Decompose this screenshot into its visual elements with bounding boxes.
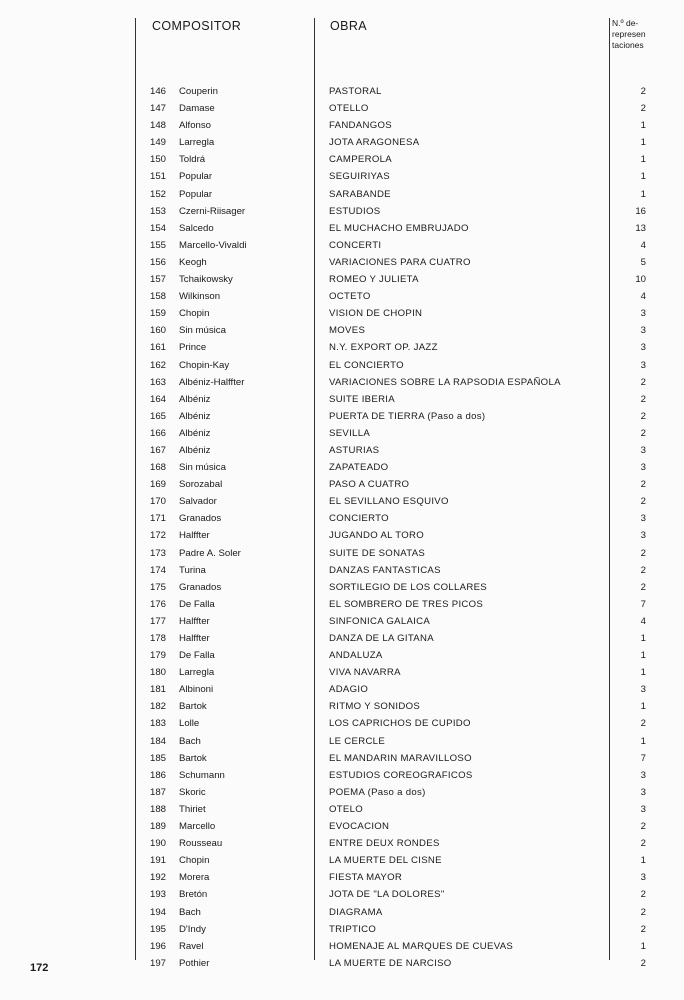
table-row: [0, 288, 684, 305]
row-number: 185: [150, 752, 167, 764]
work-title: TRIPTICO: [329, 923, 377, 935]
work-title: FANDANGOS: [329, 120, 392, 132]
table-row: [0, 596, 684, 613]
row-number: 152: [150, 188, 167, 200]
table-row: [0, 562, 684, 579]
table-row: [0, 374, 684, 391]
row-number: 177: [150, 615, 167, 627]
work-title: JOTA ARAGONESA: [329, 137, 420, 149]
work-title: SUITE DE SONATAS: [329, 547, 426, 559]
work-title: SUITE IBERIA: [329, 393, 395, 405]
composer-name: Granados: [179, 513, 222, 525]
row-number: 161: [150, 342, 167, 354]
work-title: PASO A CUATRO: [329, 479, 410, 491]
row-number: 184: [150, 735, 167, 747]
performance-count: 4: [640, 239, 646, 251]
work-title: RITMO Y SONIDOS: [329, 701, 421, 713]
composer-name: Larregla: [179, 667, 215, 679]
row-number: 153: [150, 205, 167, 217]
table-row: [0, 151, 684, 168]
work-title: EL SEVILLANO ESQUIVO: [329, 496, 449, 508]
table-row: [0, 630, 684, 647]
composer-name: Salvador: [179, 496, 217, 508]
composer-name: Wilkinson: [179, 291, 221, 303]
performance-count: 2: [640, 496, 646, 508]
performance-count: 7: [640, 752, 646, 764]
row-number: 187: [150, 786, 167, 798]
composer-name: Toldrá: [179, 154, 206, 166]
performance-count: 1: [640, 701, 646, 713]
composer-name: Halffter: [179, 633, 210, 644]
performance-count: 10: [635, 274, 646, 286]
row-number: 167: [150, 444, 167, 456]
row-number: 163: [150, 376, 167, 388]
composer-name: Albinoni: [179, 684, 214, 696]
row-number: 193: [150, 889, 167, 901]
work-title: DIAGRAMA: [329, 906, 383, 918]
row-number: 171: [150, 513, 167, 525]
performance-count: 2: [640, 410, 646, 422]
performance-count: 1: [640, 188, 646, 200]
performance-count: 3: [640, 769, 646, 781]
performance-count: 2: [640, 923, 646, 935]
table-row: [0, 835, 684, 852]
composer-name: Bartok: [179, 752, 207, 764]
composer-name: Padre A. Soler: [179, 547, 241, 559]
performance-count: 2: [640, 86, 646, 97]
composer-name: Tchaikowsky: [179, 274, 233, 286]
table-row: [0, 391, 684, 408]
composer-name: Keogh: [179, 256, 207, 268]
table-row: [0, 886, 684, 903]
composer-name: Albéniz: [179, 393, 211, 405]
composer-name: Marcello: [179, 821, 216, 833]
table-row: [0, 305, 684, 322]
performance-count: 2: [640, 957, 646, 969]
work-title: LA MUERTE DEL CISNE: [329, 855, 442, 867]
table-row: [0, 408, 684, 425]
row-number: 168: [150, 462, 167, 474]
performance-count: 7: [640, 598, 646, 610]
composer-name: Albéniz: [179, 427, 211, 439]
table-row: [0, 357, 684, 374]
row-number: 175: [150, 581, 167, 593]
table-row: [0, 254, 684, 271]
row-number: 180: [150, 667, 167, 679]
performance-count: 3: [640, 462, 646, 474]
row-number: 196: [150, 940, 167, 952]
row-number: 162: [150, 359, 167, 371]
table-row: [0, 750, 684, 767]
performance-count: 3: [640, 513, 646, 525]
table-row: [0, 545, 684, 562]
performance-count: 2: [640, 906, 646, 918]
work-title: EVOCACION: [329, 821, 390, 833]
work-title: SARABANDE: [329, 188, 391, 200]
composer-name: Damase: [179, 103, 215, 115]
row-number: 158: [150, 291, 167, 303]
work-title: ENTRE DEUX RONDES: [329, 838, 440, 850]
table-row: [0, 921, 684, 938]
composer-name: Popular: [179, 171, 213, 183]
composer-name: Albéniz-Halffter: [179, 376, 245, 388]
performance-count: 3: [640, 342, 646, 354]
composer-name: Skoric: [179, 786, 206, 798]
row-number: 165: [150, 410, 167, 422]
table-row: [0, 904, 684, 921]
row-number: 195: [150, 923, 167, 935]
work-title: ESTUDIOS COREOGRAFICOS: [329, 769, 473, 781]
table-row: [0, 271, 684, 288]
table-row: [0, 510, 684, 527]
work-title: EL CONCIERTO: [329, 359, 404, 371]
composer-name: Larregla: [179, 137, 215, 149]
table-row: [0, 476, 684, 493]
work-title: SINFONICA GALAICA: [329, 615, 431, 627]
composer-name: Sin música: [179, 325, 226, 337]
performance-count: 3: [640, 444, 646, 456]
performance-count: 2: [640, 547, 646, 559]
row-number: 173: [150, 547, 167, 559]
performance-count: 3: [640, 530, 646, 542]
performance-count: 1: [640, 137, 646, 149]
performance-count: 2: [640, 376, 646, 388]
performance-count: 2: [640, 479, 646, 491]
table-row: [0, 83, 684, 100]
table-row: [0, 168, 684, 185]
performance-count: 2: [640, 427, 646, 439]
performance-count: 3: [640, 786, 646, 798]
performance-count: 1: [640, 633, 646, 644]
composer-name: Ravel: [179, 940, 204, 952]
table-row: [0, 203, 684, 220]
table-row: [0, 322, 684, 339]
performance-count: 3: [640, 359, 646, 371]
performance-count: 1: [640, 120, 646, 132]
table-row: [0, 459, 684, 476]
composer-name: Marcello-Vivaldi: [179, 239, 247, 251]
composer-name: Thiriet: [179, 803, 206, 815]
row-number: 172: [150, 530, 167, 542]
row-number: 189: [150, 821, 167, 833]
work-title: CAMPEROLA: [329, 154, 392, 166]
work-title: LOS CAPRICHOS DE CUPIDO: [329, 718, 471, 730]
row-number: 192: [150, 872, 167, 884]
table-row: [0, 220, 684, 237]
row-number: 146: [150, 86, 167, 97]
composer-name: Czerni-Riisager: [179, 205, 246, 217]
table-row: [0, 579, 684, 596]
row-number: 156: [150, 256, 167, 268]
table-row: [0, 237, 684, 254]
work-title: VARIACIONES SOBRE LA RAPSODIA ESPAÑOLA: [329, 376, 561, 388]
composer-name: Bretón: [179, 889, 208, 901]
row-number: 148: [150, 120, 167, 132]
performance-count: 4: [640, 615, 646, 627]
composer-name: Chopin: [179, 308, 210, 320]
work-title: CONCERTI: [329, 239, 382, 251]
work-title: SEVILLA: [329, 427, 371, 439]
table-row: [0, 100, 684, 117]
work-title: N.Y. EXPORT OP. JAZZ: [329, 342, 438, 354]
table-row: [0, 117, 684, 134]
composer-name: Albéniz: [179, 444, 211, 456]
composer-name: Sin música: [179, 462, 226, 474]
table-row: [0, 681, 684, 698]
header-count-line-3: taciones: [612, 40, 644, 50]
header-composer: COMPOSITOR: [152, 19, 242, 33]
header-count-line-1: N.º de-: [612, 18, 639, 28]
row-number: 160: [150, 325, 167, 337]
composer-name: Prince: [179, 342, 207, 354]
table-row: [0, 715, 684, 732]
table-row: [0, 869, 684, 886]
row-number: 169: [150, 479, 167, 491]
performance-count: 3: [640, 325, 646, 337]
row-number: 194: [150, 906, 167, 918]
row-number: 150: [150, 154, 167, 166]
header-count: [612, 18, 672, 51]
row-number: 182: [150, 701, 167, 713]
composer-name: Bartok: [179, 701, 207, 713]
table-row: [0, 852, 684, 869]
composer-name: Turina: [179, 564, 206, 576]
work-title: POEMA (Paso a dos): [329, 786, 426, 798]
work-title: HOMENAJE AL MARQUES DE CUEVAS: [329, 940, 514, 952]
composer-name: Albéniz: [179, 410, 211, 422]
composer-name: Popular: [179, 188, 213, 200]
performance-table: [0, 83, 684, 972]
row-number: 164: [150, 393, 167, 405]
table-row: [0, 613, 684, 630]
work-title: EL MUCHACHO EMBRUJADO: [329, 222, 469, 234]
performance-count: 16: [635, 205, 646, 217]
performance-count: 3: [640, 684, 646, 696]
work-title: ZAPATEADO: [329, 462, 389, 474]
work-title: ESTUDIOS: [329, 205, 381, 217]
header-work: OBRA: [330, 19, 368, 33]
performance-count: 2: [640, 581, 646, 593]
composer-name: Lolle: [179, 718, 200, 730]
page-number: 172: [30, 962, 49, 974]
performance-count: 5: [640, 256, 646, 268]
row-number: 149: [150, 137, 167, 149]
composer-name: D'Indy: [179, 923, 206, 935]
composer-name: Granados: [179, 581, 222, 593]
work-title: JUGANDO AL TORO: [329, 530, 424, 542]
row-number: 170: [150, 496, 167, 508]
row-number: 190: [150, 838, 167, 850]
composer-name: Couperin: [179, 86, 218, 97]
table-row: [0, 493, 684, 510]
row-number: 197: [150, 957, 167, 969]
table-row: [0, 425, 684, 442]
performance-count: 4: [640, 291, 646, 303]
composer-name: Pothier: [179, 957, 210, 969]
row-number: 178: [150, 633, 167, 644]
row-number: 191: [150, 855, 167, 867]
performance-count: 1: [640, 171, 646, 183]
work-title: PASTORAL: [329, 86, 382, 97]
performance-count: 2: [640, 838, 646, 850]
performance-count: 2: [640, 564, 646, 576]
row-number: 179: [150, 650, 167, 662]
performance-count: 1: [640, 154, 646, 166]
composer-name: Morera: [179, 872, 210, 884]
composer-name: Bach: [179, 906, 201, 918]
table-row: [0, 698, 684, 715]
performance-count: 2: [640, 718, 646, 730]
table-row: [0, 784, 684, 801]
work-title: PUERTA DE TIERRA (Paso a dos): [329, 410, 486, 422]
row-number: 154: [150, 222, 167, 234]
work-title: ROMEO Y JULIETA: [329, 274, 419, 286]
row-number: 183: [150, 718, 167, 730]
performance-count: 1: [640, 667, 646, 679]
table-row: [0, 647, 684, 664]
table-row: [0, 339, 684, 356]
performance-count: 2: [640, 393, 646, 405]
performance-count: 2: [640, 821, 646, 833]
composer-name: Halffter: [179, 530, 210, 542]
table-row: [0, 955, 684, 972]
work-title: OTELO: [329, 803, 364, 815]
table-row: [0, 186, 684, 203]
work-title: SORTILEGIO DE LOS COLLARES: [329, 581, 487, 593]
work-title: LA MUERTE DE NARCISO: [329, 957, 452, 969]
table-row: [0, 527, 684, 544]
row-number: 188: [150, 803, 167, 815]
composer-name: Alfonso: [179, 120, 211, 132]
work-title: VIVA NAVARRA: [329, 667, 401, 679]
performance-count: 1: [640, 855, 646, 867]
composer-name: De Falla: [179, 650, 215, 662]
work-title: SEGUIRIYAS: [329, 171, 390, 183]
performance-count: 3: [640, 308, 646, 320]
performance-count: 2: [640, 889, 646, 901]
table-row: [0, 801, 684, 818]
row-number: 181: [150, 684, 167, 696]
table-row: [0, 442, 684, 459]
table-row: [0, 818, 684, 835]
work-title: VARIACIONES PARA CUATRO: [329, 256, 471, 268]
row-number: 155: [150, 239, 167, 251]
row-number: 157: [150, 274, 167, 286]
work-title: ANDALUZA: [329, 650, 383, 662]
row-number: 176: [150, 598, 167, 610]
row-number: 174: [150, 564, 167, 576]
row-number: 186: [150, 769, 167, 781]
performance-count: 13: [635, 222, 646, 234]
table-row: [0, 733, 684, 750]
work-title: FIESTA MAYOR: [329, 872, 403, 884]
composer-name: Sorozabal: [179, 479, 223, 491]
work-title: VISION DE CHOPIN: [329, 308, 423, 320]
composer-name: Schumann: [179, 769, 225, 781]
work-title: CONCIERTO: [329, 513, 389, 525]
row-number: 166: [150, 427, 167, 439]
table-row: [0, 664, 684, 681]
work-title: OTELLO: [329, 103, 369, 115]
performance-count: 1: [640, 735, 646, 747]
row-number: 159: [150, 308, 167, 320]
composer-name: Salcedo: [179, 222, 214, 234]
work-title: EL MANDARIN MARAVILLOSO: [329, 752, 472, 764]
work-title: MOVES: [329, 325, 366, 337]
performance-count: 1: [640, 650, 646, 662]
composer-name: Bach: [179, 735, 201, 747]
work-title: LE CERCLE: [329, 735, 386, 747]
work-title: EL SOMBRERO DE TRES PICOS: [329, 598, 484, 610]
header-count-line-2: represen: [612, 29, 646, 39]
performance-count: 2: [640, 103, 646, 115]
performance-count: 1: [640, 940, 646, 952]
composer-name: Chopin: [179, 855, 210, 867]
work-title: DANZAS FANTASTICAS: [329, 564, 441, 576]
performance-count: 3: [640, 872, 646, 884]
table-row: [0, 134, 684, 151]
row-number: 151: [150, 171, 167, 183]
composer-name: Chopin-Kay: [179, 359, 230, 371]
composer-name: De Falla: [179, 598, 215, 610]
work-title: ASTURIAS: [329, 444, 380, 456]
table-row: [0, 767, 684, 784]
performance-count: 3: [640, 803, 646, 815]
work-title: JOTA DE "LA DOLORES": [329, 889, 445, 901]
work-title: DANZA DE LA GITANA: [329, 633, 434, 644]
row-number: 147: [150, 103, 167, 115]
work-title: ADAGIO: [329, 684, 369, 696]
composer-name: Rousseau: [179, 838, 223, 850]
work-title: OCTETO: [329, 291, 371, 303]
table-row: [0, 938, 684, 955]
composer-name: Halffter: [179, 615, 210, 627]
